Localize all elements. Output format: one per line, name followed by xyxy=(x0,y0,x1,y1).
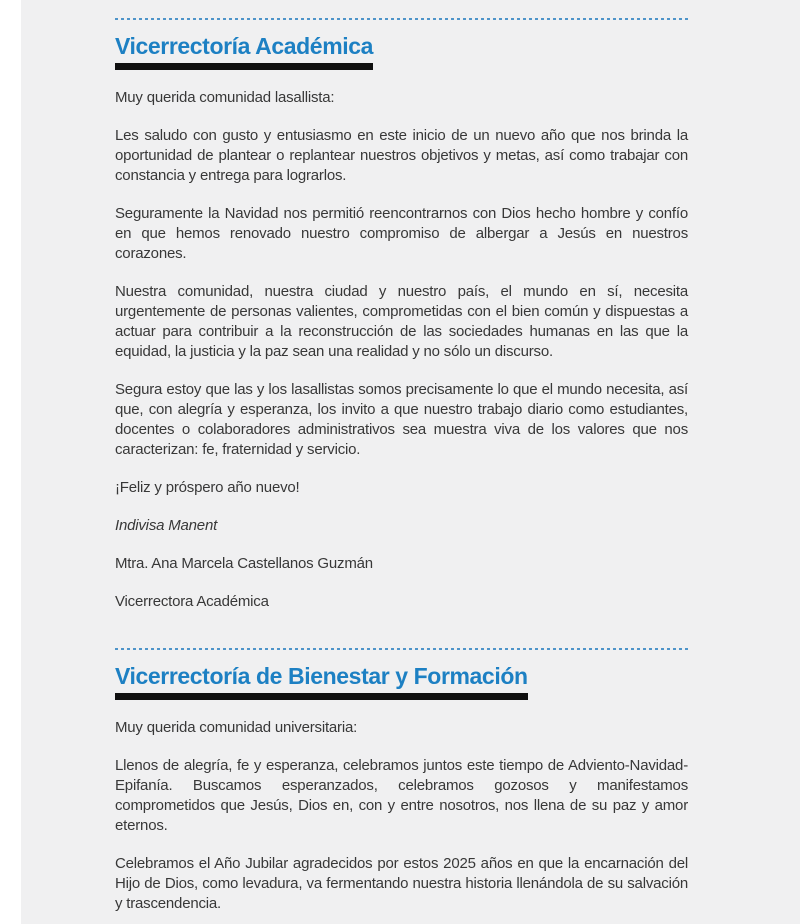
heading-row xyxy=(115,20,688,70)
signature-name: Mtra. Ana Marcela Castellanos Guzmán xyxy=(115,555,373,572)
section-heading: Vicerrectoría de Bienestar y Formación xyxy=(115,664,528,700)
section-heading: Vicerrectoría Académica xyxy=(115,34,373,70)
paragraph: Celebramos el Año Jubilar agradecidos por estos 2025 años en que la encarnación del Hijo de Dios, como levadura, va fermentando nuestra historia llenándola de su salvación y trascendencia. xyxy=(115,855,688,912)
salutation: Muy querida comunidad lasallista: xyxy=(115,89,335,106)
paragraph: Les saludo con gusto y entusiasmo en este inicio de un nuevo año que nos brinda la oportunidad de plantear o replantear nuestros objetivos y metas, así como trabajar con constancia y entrega para lograrlos. xyxy=(115,127,688,184)
heading-row xyxy=(115,650,688,700)
signature-title: Vicerrectora Académica xyxy=(115,593,269,610)
motto: Indivisa Manent xyxy=(115,517,218,534)
paragraph: Llenos de alegría, fe y esperanza, celebramos juntos este tiempo de Adviento-Navidad-Epifanía. Buscamos esperanzados, celebramos gozosos y manifestamos comprometidos que Jesús, Dios en, con y entre nosotros, nos llena de su paz y amor eternos. xyxy=(115,757,688,834)
section-vicerrectoria-bienestar-formacion xyxy=(115,648,688,914)
paragraph: Seguramente la Navidad nos permitió reencontrarnos con Dios hecho hombre y confío en que hemos renovado nuestro compromiso de albergar a Jesús en nuestros corazones. xyxy=(115,205,688,262)
section-vicerrectoria-academica xyxy=(115,18,688,612)
content-column xyxy=(115,18,688,914)
salutation: Muy querida comunidad universitaria: xyxy=(115,719,358,736)
closing-line: ¡Feliz y próspero año nuevo! xyxy=(115,479,300,496)
paragraph: Nuestra comunidad, nuestra ciudad y nuestro país, el mundo en sí, necesita urgentemente de personas valientes, comprometidas con el bien común y dispuestas a actuar para contribuir a la reconstrucción de las sociedades humanas en las que la equidad, la justicia y la paz sean una realidad y no sólo un discurso. xyxy=(115,283,688,360)
paragraph: Segura estoy que las y los lasallistas somos precisamente lo que el mundo necesita, así que, con alegría y esperanza, los invito a que nuestro trabajo diario como estudiantes, docentes o colaboradores administrativos sea muestra viva de los valores que nos caracterizan: fe, fraternidad y servicio. xyxy=(115,381,688,458)
gray-content-panel xyxy=(21,0,800,924)
